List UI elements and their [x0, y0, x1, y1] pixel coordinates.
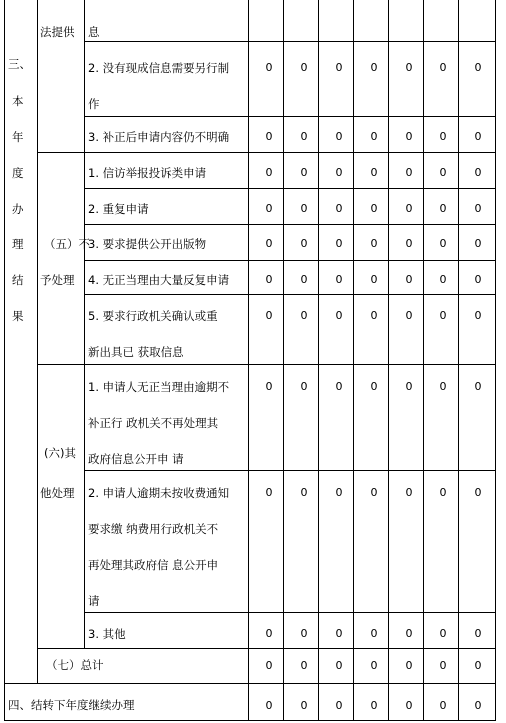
row-value: 0: [370, 237, 378, 250]
grid-line: [37, 648, 496, 649]
row-item-label: 3. 要求提供公开出版物: [88, 237, 207, 251]
section3-title-char: 办: [12, 202, 24, 216]
row-value: 0: [370, 486, 378, 499]
row-value: 0: [370, 627, 378, 640]
row-item-label: 2. 没有现成信息需要另行制: [88, 61, 230, 75]
row-item-label: 新出具已 获取信息: [88, 345, 184, 359]
row-value: 0: [335, 202, 343, 215]
category-label-5b: 予处理: [40, 273, 75, 287]
row-value: 0: [439, 61, 447, 74]
row-value: 0: [335, 309, 343, 322]
row-value: 0: [265, 659, 273, 672]
row-item-label: 2. 申请人逾期未按收费通知: [88, 486, 230, 500]
row-item-label: 4. 无正当理由大量反复申请: [88, 273, 230, 287]
row-value: 0: [474, 627, 482, 640]
row-value: 0: [265, 273, 273, 286]
row-value: 0: [265, 309, 273, 322]
row-value: 0: [370, 273, 378, 286]
row-value: 0: [474, 486, 482, 499]
row-value: 0: [439, 309, 447, 322]
row-value: 0: [405, 61, 413, 74]
row-value: 0: [439, 166, 447, 179]
grid-line: [84, 188, 496, 189]
row-value: 0: [300, 202, 308, 215]
category-label-6a: (六)其: [44, 446, 76, 460]
row-value: 0: [335, 166, 343, 179]
row-value: 0: [265, 380, 273, 393]
row-value: 0: [474, 380, 482, 393]
row-value: 0: [405, 202, 413, 215]
row-item-label: 请: [88, 594, 100, 608]
category-label-5a: （五）不: [44, 237, 90, 251]
row-value: 0: [474, 202, 482, 215]
row-value: 0: [474, 273, 482, 286]
row-value: 0: [265, 237, 273, 250]
row-item-label: 作: [88, 97, 100, 111]
row-value: 0: [335, 237, 343, 250]
row-item-label: 要求缴 纳费用行政机关不: [88, 522, 219, 536]
row-value: 0: [439, 202, 447, 215]
row-value: 0: [370, 699, 378, 712]
row-value: 0: [335, 380, 343, 393]
category-label-tail: 法提供: [40, 25, 75, 39]
section3-title-char: 三、: [8, 57, 31, 71]
grid-line: [84, 294, 496, 295]
row-value: 0: [405, 380, 413, 393]
row-value: 0: [439, 627, 447, 640]
row-item-label: 5. 要求行政机关确认或重: [88, 309, 218, 323]
total-label: （七）总计: [46, 658, 104, 672]
row-value: 0: [300, 130, 308, 143]
row-value: 0: [265, 699, 273, 712]
row-item-label: 政府信息公开申 请: [88, 452, 184, 466]
grid-line: [37, 364, 496, 365]
row-value: 0: [439, 699, 447, 712]
category-label-6b: 他处理: [40, 486, 75, 500]
row-value: 0: [265, 486, 273, 499]
row-value: 0: [370, 380, 378, 393]
row-value: 0: [335, 130, 343, 143]
row-value: 0: [265, 627, 273, 640]
row-value: 0: [439, 237, 447, 250]
row-value: 0: [335, 627, 343, 640]
row-value: 0: [300, 166, 308, 179]
row-value: 0: [405, 699, 413, 712]
row-value: 0: [300, 699, 308, 712]
row-value: 0: [265, 202, 273, 215]
section3-title-char: 本: [12, 94, 24, 108]
section3-title-char: 结: [12, 273, 24, 287]
row-value: 0: [474, 699, 482, 712]
row-value: 0: [405, 130, 413, 143]
row-value: 0: [405, 659, 413, 672]
row-value: 0: [300, 627, 308, 640]
row-value: 0: [370, 130, 378, 143]
row-item-label: 1. 信访举报投诉类申请: [88, 166, 207, 180]
row-value: 0: [474, 166, 482, 179]
row-value: 0: [370, 659, 378, 672]
row-item-label: 补正行 政机关不再处理其: [88, 416, 219, 430]
row-item-label: 3. 补正后申请内容仍不明确: [88, 130, 230, 144]
grid-line: [84, 612, 496, 613]
row-value: 0: [405, 166, 413, 179]
row-value: 0: [300, 61, 308, 74]
grid-line: [4, 683, 496, 684]
row-value: 0: [300, 486, 308, 499]
row-value: 0: [405, 627, 413, 640]
grid-line: [84, 41, 496, 42]
grid-line: [84, 224, 496, 225]
grid-line: [37, 0, 38, 684]
row-value: 0: [335, 486, 343, 499]
row-item-label: 1. 申请人无正当理由逾期不: [88, 380, 230, 394]
row-value: 0: [335, 61, 343, 74]
row-item-label: 再处理其政府信 息公开申: [88, 558, 219, 572]
section3-title-char: 年: [12, 130, 24, 144]
row-value: 0: [405, 273, 413, 286]
row-value: 0: [439, 273, 447, 286]
row-value: 0: [405, 486, 413, 499]
row-value: 0: [439, 380, 447, 393]
section3-title-char: 理: [12, 237, 24, 251]
row-value: 0: [265, 166, 273, 179]
row-value: 0: [439, 659, 447, 672]
row-value: 0: [405, 237, 413, 250]
grid-line: [84, 116, 496, 117]
row-value: 0: [370, 61, 378, 74]
grid-line: [84, 0, 85, 649]
row-value: 0: [370, 166, 378, 179]
row-value: 0: [300, 659, 308, 672]
row-value: 0: [335, 659, 343, 672]
grid-line: [4, 720, 496, 721]
row-value: 0: [474, 659, 482, 672]
row-value: 0: [370, 202, 378, 215]
section4-label: 四、结转下年度继续办理: [8, 698, 135, 712]
row-value: 0: [474, 130, 482, 143]
row-value: 0: [405, 309, 413, 322]
row-value: 0: [474, 237, 482, 250]
row-item-label: 3. 其他: [88, 627, 126, 641]
row-value: 0: [300, 237, 308, 250]
row-value: 0: [474, 61, 482, 74]
row-value: 0: [439, 486, 447, 499]
grid-line: [84, 470, 496, 471]
row-value: 0: [265, 61, 273, 74]
row-value: 0: [474, 309, 482, 322]
row-value: 0: [265, 130, 273, 143]
row-item-label: 2. 重复申请: [88, 202, 149, 216]
row-value: 0: [335, 699, 343, 712]
row-value: 0: [439, 130, 447, 143]
row-value: 0: [300, 380, 308, 393]
grid-line: [37, 152, 496, 153]
row-value: 0: [300, 309, 308, 322]
grid-line: [4, 0, 5, 721]
row-value: 0: [300, 273, 308, 286]
section3-title-char: 度: [12, 166, 24, 180]
row-value: 0: [335, 273, 343, 286]
item-label-tail: 息: [88, 25, 100, 39]
row-value: 0: [370, 309, 378, 322]
section3-title-char: 果: [12, 309, 24, 323]
grid-line: [84, 260, 496, 261]
